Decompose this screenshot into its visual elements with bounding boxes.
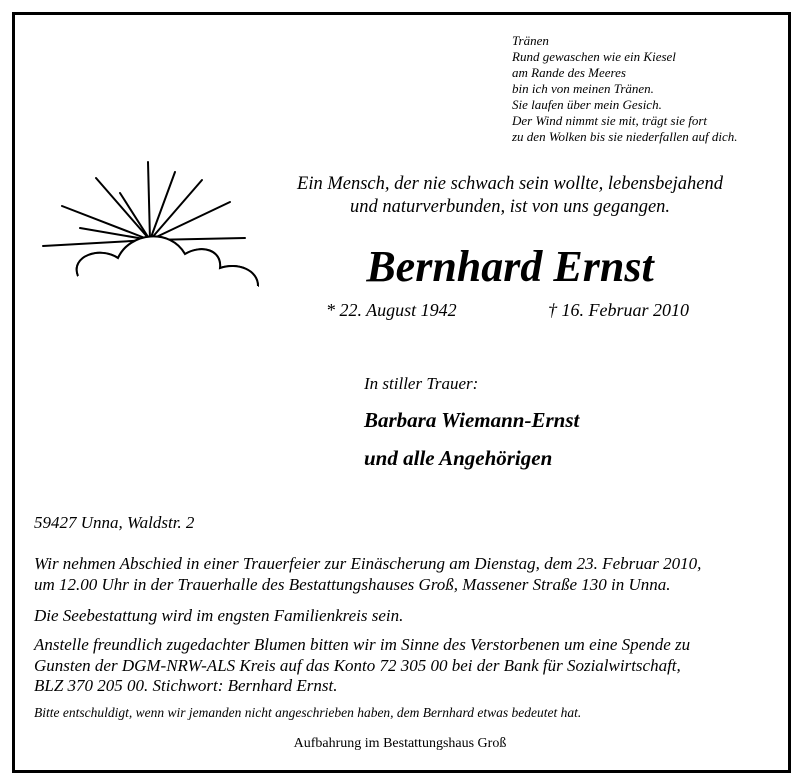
poem-line: Rund gewaschen wie ein Kiesel bbox=[512, 49, 676, 64]
paragraph-line: Anstelle freundlich zugedachter Blumen bitten wir im Sinne des Verstorbenen um eine Spende zu bbox=[34, 635, 691, 654]
address: 59427 Unna, Waldstr. 2 bbox=[34, 513, 195, 532]
poem-line: Tränen bbox=[512, 33, 549, 48]
death-date: † 16. Februar 2010 bbox=[548, 300, 689, 320]
birth-date: * 22. August 1942 bbox=[326, 300, 457, 320]
deceased-name: Bernhard Ernst bbox=[366, 242, 654, 291]
poem-line: zu den Wolken bis sie niederfallen auf dich. bbox=[512, 129, 738, 144]
intro-line: Ein Mensch, der nie schwach sein wollte, lebensbejahend bbox=[297, 174, 723, 194]
apology-note: Bitte entschuldigt, wenn wir jemanden nicht angeschrieben haben, dem Bernhard etwas bedeutet hat. bbox=[34, 705, 582, 720]
paragraph-line: BLZ 370 205 00. Stichwort: Bernhard Ernst. bbox=[34, 676, 338, 695]
paragraph-line: um 12.00 Uhr in der Trauerhalle des Bestattungshauses Groß, Massener Straße 130 in Unna. bbox=[34, 574, 671, 594]
mourning-label: In stiller Trauer: bbox=[364, 374, 479, 393]
sunrise-icon bbox=[40, 158, 260, 288]
paragraph-line: Gunsten der DGM-NRW-ALS Kreis auf das Konto 72 305 00 bei der Bank für Sozialwirtschaft, bbox=[34, 655, 681, 675]
donation-paragraph bbox=[34, 635, 779, 697]
mourner-name: und alle Angehörigen bbox=[364, 446, 553, 470]
poem-line: Sie laufen über mein Gesich. bbox=[512, 97, 662, 112]
intro-line: und naturverbunden, ist von uns gegangen. bbox=[349, 197, 671, 217]
poem bbox=[512, 33, 738, 145]
poem-line: bin ich von meinen Tränen. bbox=[512, 81, 654, 96]
paragraph-line: Wir nehmen Abschied in einer Trauerfeier zur Einäscherung am Dienstag, dem 23. Februar 2010, bbox=[34, 554, 702, 573]
poem-line: Der Wind nimmt sie mit, trägt sie fort bbox=[512, 113, 707, 128]
ceremony-paragraph bbox=[34, 554, 779, 595]
footer-text: Aufbahrung im Bestattungshaus Groß bbox=[293, 736, 507, 751]
intro-text bbox=[250, 173, 770, 219]
poem-line: am Rande des Meeres bbox=[512, 65, 626, 80]
burial-paragraph: Die Seebestattung wird im engsten Familienkreis sein. bbox=[34, 606, 404, 625]
mourner-name: Barbara Wiemann-Ernst bbox=[364, 408, 580, 432]
